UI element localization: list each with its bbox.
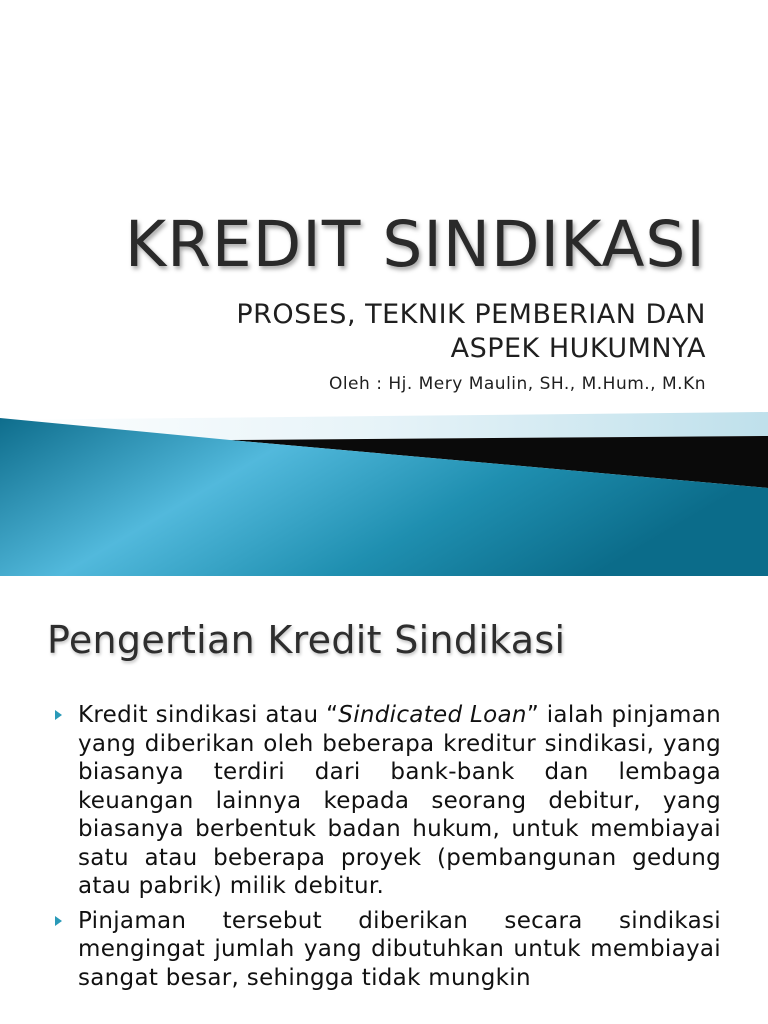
- bullet-arrow-icon: [55, 916, 62, 926]
- slide-title: KREDIT SINDIKASI: [124, 208, 706, 281]
- slide-heading: Pengertian Kredit Sindikasi: [47, 618, 566, 662]
- bullet-text: Pinjaman tersebut diberikan secara sindikasi mengingat jumlah yang dibutuhkan untuk membiayai sangat besar, sehingga tidak mungkin: [78, 907, 721, 991]
- subtitle-line-1: PROSES, TEKNIK PEMBERIAN DAN: [236, 299, 706, 330]
- author-credit: Oleh : Hj. Mery Maulin, SH., M.Hum., M.Kn: [328, 374, 706, 394]
- decorative-swoosh-band: [0, 410, 768, 576]
- bullet-item: [53, 701, 721, 901]
- bullet-text-start: Kredit sindikasi atau “: [78, 702, 339, 728]
- bullet-text-italic-term: Sindicated Loan: [338, 702, 527, 728]
- bullet-arrow-icon: [55, 710, 62, 720]
- bullet-list: [53, 701, 721, 998]
- bullet-text-end: ” ialah pinjaman yang diberikan oleh beberapa kreditur sindikasi, yang biasanya terdiri dari bank-bank dan lembaga keuangan lainnya kepada seorang debitur, yang biasanya berbentuk badan hukum, untuk membiayai satu atau beberapa proyek (pembangunan gedung atau pabrik) milik debitur.: [78, 702, 722, 899]
- subtitle-line-2: ASPEK HUKUMNYA: [450, 333, 706, 364]
- content-slide: [0, 576, 768, 1024]
- bullet-item: [53, 907, 721, 993]
- slide-subtitle: [66, 298, 706, 366]
